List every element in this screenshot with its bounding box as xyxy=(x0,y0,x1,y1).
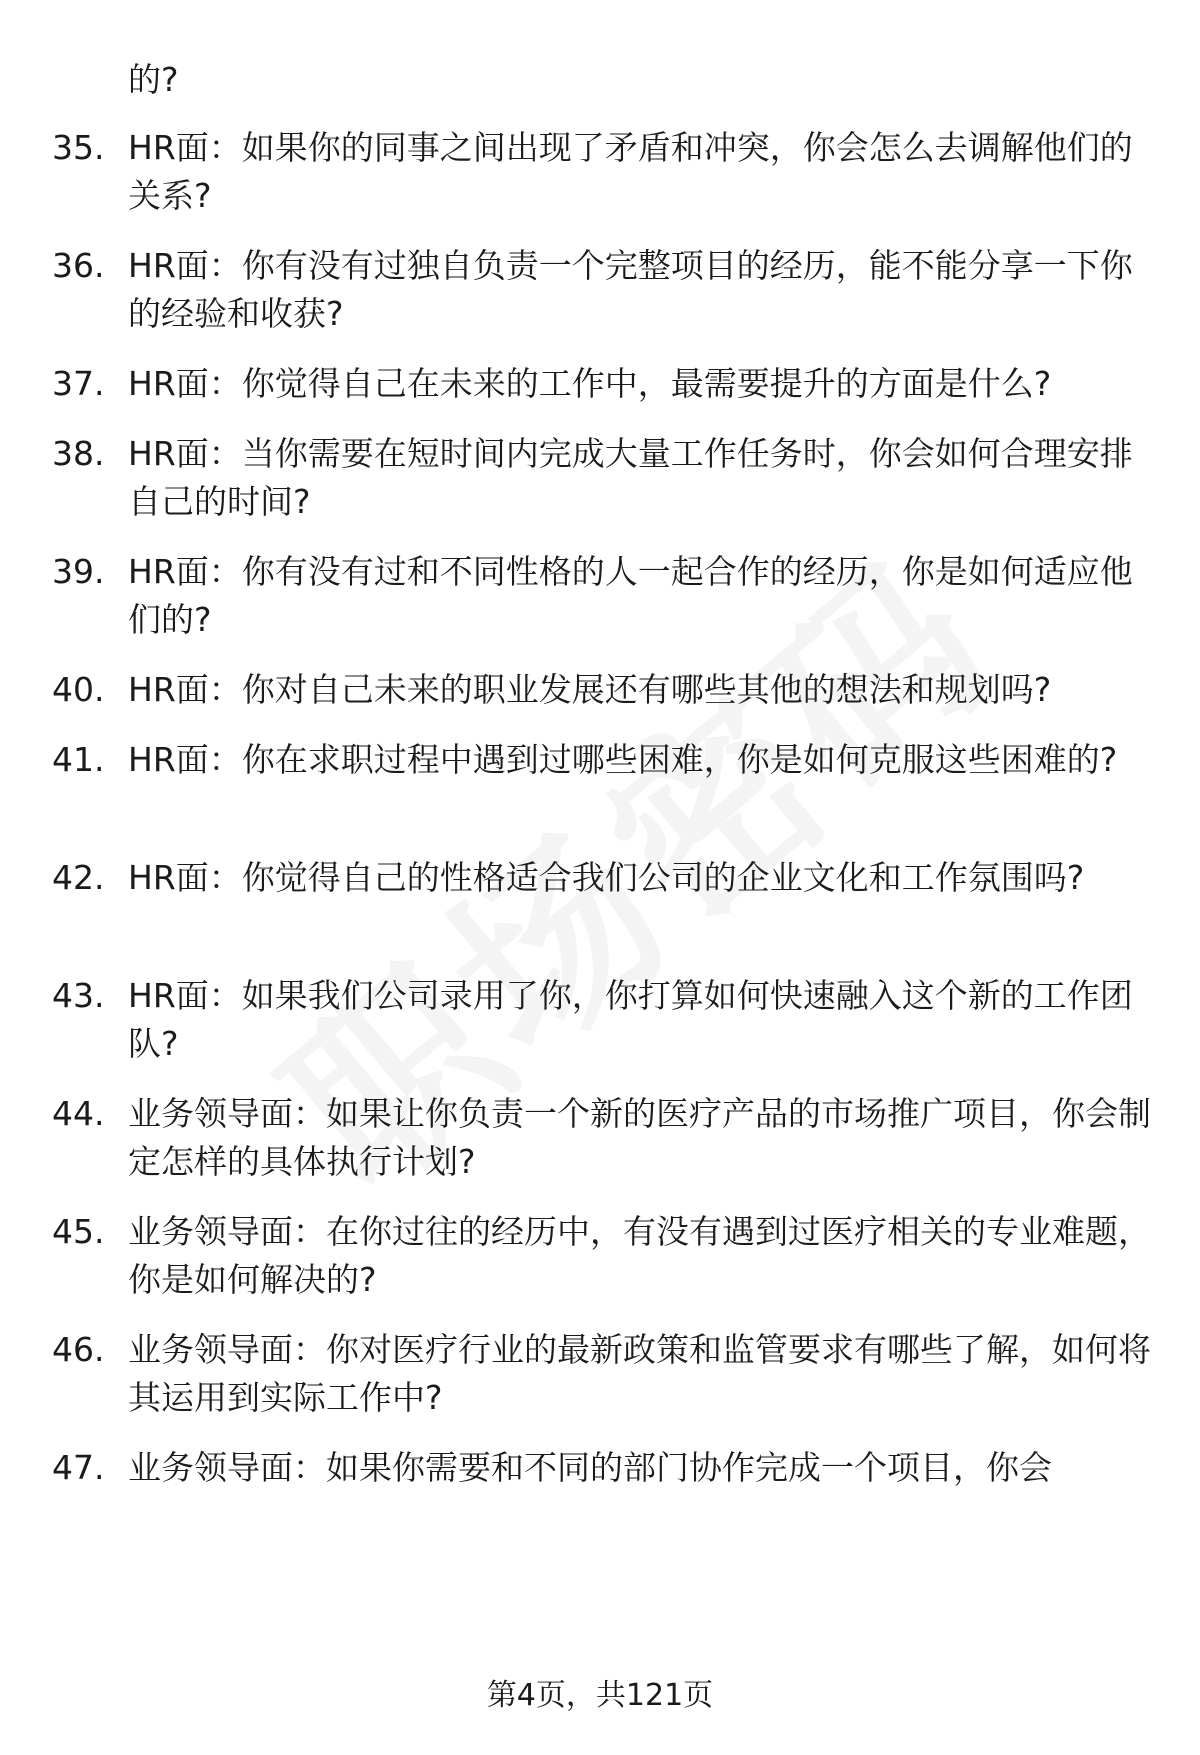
question-text: HR面：你对自己未来的职业发展还有哪些其他的想法和规划吗? xyxy=(128,670,1052,709)
question-text: HR面：当你需要在短时间内完成大量工作任务时，你会如何合理安排自己的时间? xyxy=(128,434,1133,521)
question-text: HR面：你有没有过和不同性格的人一起合作的经历，你是如何适应他们的? xyxy=(128,552,1133,639)
question-text: 业务领导面：你对医疗行业的最新政策和监管要求有哪些了解，如何将其运用到实际工作中? xyxy=(128,1330,1151,1417)
question-number: 44. xyxy=(52,1094,105,1133)
continuation-text: 的? xyxy=(128,60,179,99)
question-text: HR面：你觉得自己在未来的工作中，最需要提升的方面是什么? xyxy=(128,364,1052,403)
question-number: 47. xyxy=(52,1448,105,1487)
question-number: 42. xyxy=(52,858,105,897)
question-text: 业务领导面：如果你需要和不同的部门协作完成一个项目，你会 xyxy=(128,1448,1052,1487)
question-text: HR面：如果我们公司录用了你，你打算如何快速融入这个新的工作团队? xyxy=(128,976,1133,1063)
question-number: 46. xyxy=(52,1330,105,1369)
question-number: 43. xyxy=(52,976,105,1015)
question-number: 38. xyxy=(52,434,105,473)
question-number: 36. xyxy=(52,246,105,285)
page-footer: 第4页，共121页 xyxy=(486,1678,714,1713)
question-number: 41. xyxy=(52,740,105,779)
question-text: HR面：你觉得自己的性格适合我们公司的企业文化和工作氛围吗? xyxy=(128,858,1085,897)
question-text: 业务领导面：在你过往的经历中，有没有遇到过医疗相关的专业难题，你是如何解决的? xyxy=(128,1212,1151,1299)
question-number: 35. xyxy=(52,128,105,167)
question-number: 45. xyxy=(52,1212,105,1251)
question-number: 39. xyxy=(52,552,105,591)
question-number: 40. xyxy=(52,670,105,709)
question-number: 37. xyxy=(52,364,105,403)
question-text: HR面：你有没有过独自负责一个完整项目的经历，能不能分享一下你的经验和收获? xyxy=(128,246,1133,333)
question-text: HR面：如果你的同事之间出现了矛盾和冲突，你会怎么去调解他们的关系? xyxy=(128,128,1133,215)
question-text: 业务领导面：如果让你负责一个新的医疗产品的市场推广项目，你会制定怎样的具体执行计划? xyxy=(128,1094,1151,1181)
question-text: HR面：你在求职过程中遇到过哪些困难，你是如何克服这些困难的? xyxy=(128,740,1118,779)
